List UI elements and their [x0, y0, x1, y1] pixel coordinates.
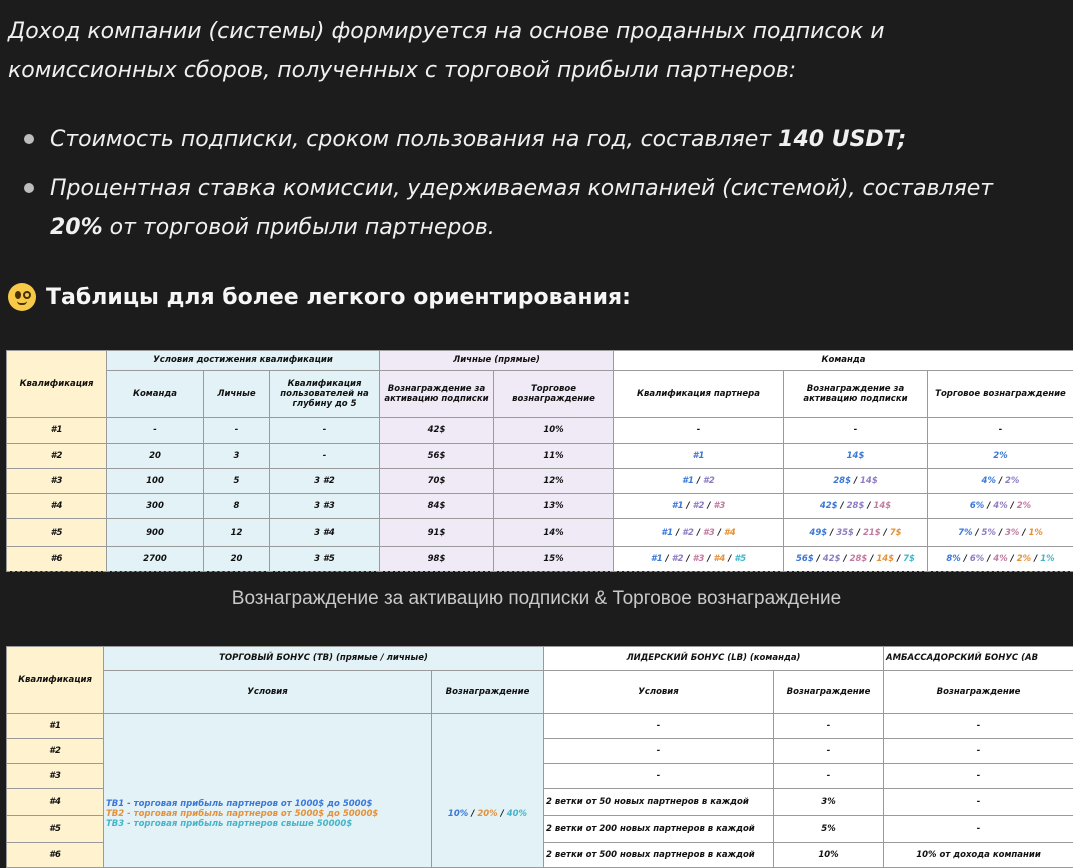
- qualification-table: [6, 350, 1073, 572]
- leader-bonus-reward: -: [774, 763, 884, 788]
- trade-bonus-line: ТВ2 - торговая прибыль партнеров от 5000$ до 50000$: [106, 809, 379, 820]
- team-value: 2%: [1005, 475, 1020, 486]
- team-value: 14$: [873, 501, 892, 512]
- table-caption: Вознаграждение за активацию подписки & Торговое вознаграждение: [231, 588, 842, 609]
- team-value: #2: [671, 553, 684, 564]
- qualification-cell: #5: [7, 815, 104, 842]
- team-value: #2: [682, 527, 694, 538]
- partner-qualification-cell: #1 / #2 / #3 / #4: [614, 519, 784, 546]
- team-cell: 20: [107, 443, 204, 468]
- leader-bonus-reward: 3%: [774, 788, 884, 815]
- team-value: #2: [703, 475, 715, 486]
- team-value: -: [853, 425, 858, 436]
- activation-reward-cell: 91$: [380, 519, 494, 546]
- team-value: 4%: [981, 475, 996, 486]
- subheader-ab-reward: Вознаграждение: [884, 670, 1073, 713]
- team-value: 4%: [993, 501, 1008, 512]
- team-value: 28$: [849, 553, 868, 564]
- personal-cell: 5: [204, 468, 270, 493]
- team-value: 7%: [958, 527, 973, 538]
- team-value: 14$: [846, 450, 865, 461]
- partner-qualification-cell: [614, 443, 784, 468]
- header-qualification: Квалификация: [7, 647, 104, 714]
- trade-reward-cell: 10%: [494, 418, 614, 443]
- qualification-cell: #2: [7, 738, 104, 763]
- subheader-activation-reward: Вознаграждение за активацию подписки: [380, 370, 494, 417]
- bullet-dot-icon: [24, 134, 34, 144]
- monocle-face-icon: [8, 283, 36, 311]
- personal-cell: 3: [204, 443, 270, 468]
- qualification-cell: #3: [7, 468, 107, 493]
- team-value: #1: [650, 553, 663, 564]
- trade-reward-cell: 11%: [494, 443, 614, 468]
- bullet-commission-rate: Процентная ставка комиссии, удерживаемая компанией (системой), составляет 20% от торговой прибыли партнеров.: [18, 169, 1068, 247]
- intro-paragraph: [8, 12, 1068, 90]
- qualification-cell: #5: [7, 519, 107, 546]
- header-team: Команда: [614, 351, 1073, 371]
- subheader-team-activation-reward: Вознаграждение за активацию подписки: [784, 370, 928, 417]
- table-row: [7, 713, 1073, 738]
- team-value: #1: [682, 475, 694, 486]
- trade-bonus-percent: 40%: [506, 809, 528, 820]
- personal-cell: 12: [204, 519, 270, 546]
- team-value: 1%: [1040, 553, 1055, 564]
- team-value: 2%: [1016, 553, 1032, 564]
- team-value: #1: [692, 450, 705, 461]
- leader-bonus-reward: -: [774, 738, 884, 763]
- personal-cell: 8: [204, 494, 270, 519]
- leader-bonus-conditions: 2 ветки от 500 новых партнеров в каждой: [544, 842, 774, 867]
- tables-heading-text: Таблицы для более легкого ориентирования:: [46, 284, 631, 310]
- bullet-list: [18, 120, 1068, 257]
- subheader-tb-reward: Вознаграждение: [432, 670, 544, 713]
- partner-qualification-cell: #1 / #2 / #3 / #4 / #5: [614, 546, 784, 571]
- ambassador-bonus-reward: -: [884, 713, 1073, 738]
- team-cell: 2700: [107, 546, 204, 571]
- trade-bonus-percent: 10%: [447, 809, 469, 820]
- ambassador-bonus-reward: 10% от дохода компании: [884, 842, 1073, 867]
- team-cell: -: [107, 418, 204, 443]
- depth-qualification-cell: 3 #5: [270, 546, 380, 571]
- depth-qualification-cell: 3 #2: [270, 468, 380, 493]
- leader-bonus-conditions: 2 ветки от 200 новых партнеров в каждой: [544, 815, 774, 842]
- team-value: 8%: [946, 553, 961, 564]
- qualification-cell: #4: [7, 494, 107, 519]
- trade-bonus-percent: 20%: [477, 809, 498, 820]
- team-value: 42$: [822, 553, 841, 564]
- intro-line-2: комиссионных сборов, полученных с торговой прибыли партнеров:: [8, 58, 797, 83]
- leader-bonus-conditions: -: [544, 738, 774, 763]
- header-personal: Личные (прямые): [380, 351, 614, 371]
- team-value: #3: [692, 553, 705, 564]
- trade-bonus-line: ТВ3 - торговая прибыль партнеров свыше 50000$: [106, 819, 353, 830]
- intro-line-1: Доход компании (системы) формируется на основе проданных подписок и: [8, 19, 885, 44]
- team-value: -: [998, 425, 1003, 436]
- bullet-dot-icon: [24, 183, 34, 193]
- partner-qualification-cell: #1 / #2: [614, 468, 784, 493]
- table-row: [7, 494, 1073, 519]
- leader-bonus-reward: 5%: [774, 815, 884, 842]
- qualification-cell: #2: [7, 443, 107, 468]
- team-activation-cell: 42$ / 28$ / 14$: [784, 494, 928, 519]
- leader-bonus-conditions: -: [544, 763, 774, 788]
- trade-reward-cell: 13%: [494, 494, 614, 519]
- team-value: #1: [671, 501, 684, 512]
- partner-qualification-cell: #1 / #2 / #3: [614, 494, 784, 519]
- leader-bonus-conditions: 2 ветки от 50 новых партнеров в каждой: [544, 788, 774, 815]
- table-row: [7, 546, 1073, 571]
- ambassador-bonus-reward: -: [884, 738, 1073, 763]
- team-cell: 300: [107, 494, 204, 519]
- team-value: 5%: [981, 527, 996, 538]
- team-value: 14$: [876, 553, 895, 564]
- header-ambassador-bonus: АМБАССАДОРСКИЙ БОНУС (АВ: [884, 647, 1073, 671]
- ambassador-bonus-reward: -: [884, 763, 1073, 788]
- leader-bonus-reward: 10%: [774, 842, 884, 867]
- team-value: 28$: [846, 501, 865, 512]
- subheader-team-trade-reward: Торговое вознаграждение: [928, 370, 1073, 417]
- subheader-team: Команда: [107, 370, 204, 417]
- partner-qualification-cell: [614, 418, 784, 443]
- qualification-cell: #6: [7, 842, 104, 867]
- team-activation-cell: 56$ / 42$ / 28$ / 14$ / 7$: [784, 546, 928, 571]
- subheader-partner-qualification: Квалификация партнера: [614, 370, 784, 417]
- team-value: 7$: [903, 553, 915, 564]
- trade-bonus-conditions: [104, 713, 432, 867]
- subheader-lb-conditions: Условия: [544, 670, 774, 713]
- subheader-tb-conditions: Условия: [104, 670, 432, 713]
- subheader-depth-qualification: Квалификация пользователей на глубину до 5: [270, 370, 380, 417]
- team-value: #3: [703, 527, 715, 538]
- team-activation-cell: 28$ / 14$: [784, 468, 928, 493]
- team-activation-cell: 49$ / 35$ / 21$ / 7$: [784, 519, 928, 546]
- team-trade-cell: 4% / 2%: [928, 468, 1073, 493]
- ambassador-bonus-reward: -: [884, 788, 1073, 815]
- subheader-trade-reward: Торговое вознаграждение: [494, 370, 614, 417]
- activation-reward-cell: 98$: [380, 546, 494, 571]
- header-leader-bonus: ЛИДЕРСКИЙ БОНУС (LB) (команда): [544, 647, 884, 671]
- table-row: [7, 468, 1073, 493]
- bullet-subscription-cost: Стоимость подписки, сроком пользования на год, составляет 140 USDT;: [18, 120, 1068, 159]
- personal-cell: -: [204, 418, 270, 443]
- leader-bonus-reward: -: [774, 713, 884, 738]
- ambassador-bonus-reward: -: [884, 815, 1073, 842]
- header-trade-bonus: ТОРГОВЫЙ БОНУС (ТВ) (прямые / личные): [104, 647, 544, 671]
- team-value: #1: [661, 527, 674, 538]
- team-value: 6%: [969, 553, 985, 564]
- team-value: 21$: [862, 527, 881, 538]
- team-value: 2%: [1016, 501, 1032, 512]
- team-activation-cell: [784, 418, 928, 443]
- team-trade-cell: [928, 443, 1073, 468]
- personal-cell: 20: [204, 546, 270, 571]
- bonus-table: [6, 646, 1073, 868]
- qualification-cell: #4: [7, 788, 104, 815]
- team-value: 7$: [889, 527, 902, 538]
- trade-reward-cell: 12%: [494, 468, 614, 493]
- subheader-personal: Личные: [204, 370, 270, 417]
- activation-reward-cell: 56$: [380, 443, 494, 468]
- trade-reward-cell: 14%: [494, 519, 614, 546]
- trade-bonus-line: ТВ1 - торговая прибыль партнеров от 1000$ до 5000$: [106, 799, 373, 810]
- qualification-cell: #6: [7, 546, 107, 571]
- qualification-cell: #3: [7, 763, 104, 788]
- team-value: 2%: [993, 450, 1008, 461]
- team-value: #4: [713, 553, 726, 564]
- team-trade-cell: [928, 418, 1073, 443]
- team-value: 3%: [1005, 527, 1020, 538]
- subheader-lb-reward: Вознаграждение: [774, 670, 884, 713]
- qualification-cell: #1: [7, 418, 107, 443]
- team-value: 35$: [836, 527, 854, 538]
- team-value: 28$: [833, 475, 851, 486]
- depth-qualification-cell: 3 #4: [270, 519, 380, 546]
- trade-reward-cell: 15%: [494, 546, 614, 571]
- table-row: [7, 418, 1073, 443]
- trade-bonus-reward: 10% / 20% / 40%: [432, 713, 544, 867]
- table-row: [7, 519, 1073, 546]
- team-value: #4: [723, 527, 736, 538]
- team-trade-cell: 7% / 5% / 3% / 1%: [928, 519, 1073, 546]
- team-value: 1%: [1028, 527, 1043, 538]
- activation-reward-cell: 84$: [380, 494, 494, 519]
- team-cell: 900: [107, 519, 204, 546]
- team-value: 42$: [819, 501, 838, 512]
- team-value: -: [696, 425, 701, 436]
- team-value: #2: [692, 501, 705, 512]
- depth-qualification-cell: -: [270, 443, 380, 468]
- team-cell: 100: [107, 468, 204, 493]
- team-value: #3: [713, 501, 726, 512]
- header-qualification: Квалификация: [7, 351, 107, 418]
- team-value: 56$: [796, 553, 814, 564]
- depth-qualification-cell: -: [270, 418, 380, 443]
- tables-heading: [8, 283, 631, 311]
- leader-bonus-conditions: -: [544, 713, 774, 738]
- qualification-cell: #1: [7, 713, 104, 738]
- team-activation-cell: [784, 443, 928, 468]
- team-value: 4%: [993, 553, 1008, 564]
- team-value: 49$: [809, 527, 828, 538]
- team-value: #5: [734, 553, 747, 564]
- activation-reward-cell: 70$: [380, 468, 494, 493]
- team-value: 6%: [969, 501, 985, 512]
- depth-qualification-cell: 3 #3: [270, 494, 380, 519]
- team-trade-cell: 6% / 4% / 2%: [928, 494, 1073, 519]
- team-trade-cell: 8% / 6% / 4% / 2% / 1%: [928, 546, 1073, 571]
- team-value: 14$: [860, 475, 878, 486]
- activation-reward-cell: 42$: [380, 418, 494, 443]
- header-conditions: Условия достижения квалификации: [107, 351, 380, 371]
- table-row: [7, 443, 1073, 468]
